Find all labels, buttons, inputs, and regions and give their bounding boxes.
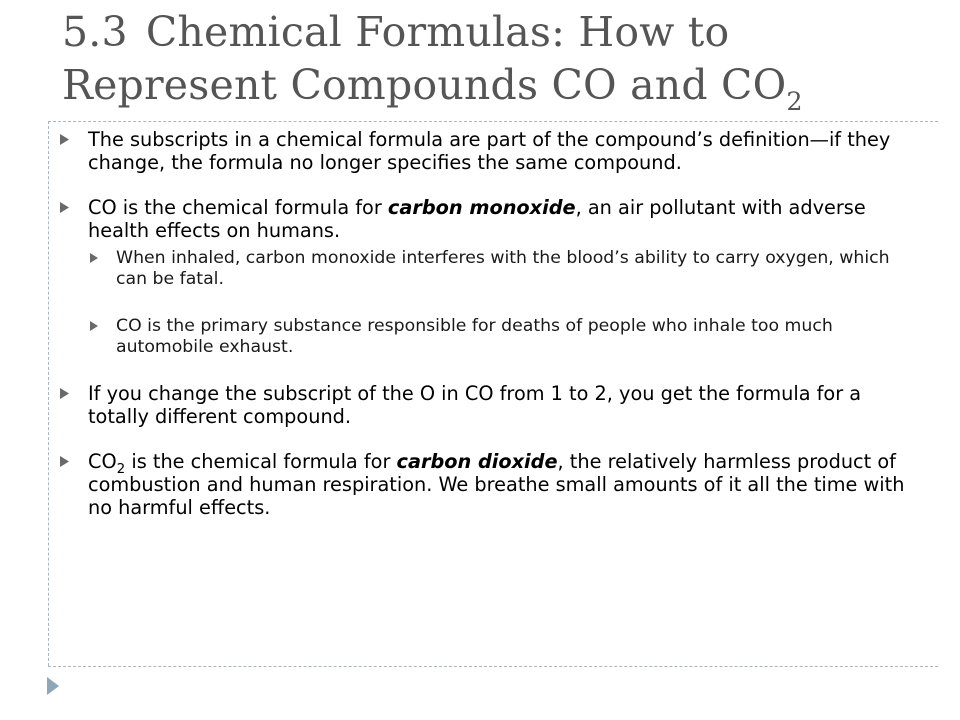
bullet-text-after: , the relatively harmless product of combustion and human respiration. We breathe small amounts of it all the time with no harmful effects. [88, 450, 905, 519]
left-divider [48, 121, 49, 666]
top-divider [48, 121, 938, 122]
title-line-2 [62, 59, 932, 116]
bullet-item [58, 382, 918, 428]
triangle-right-icon [90, 253, 98, 263]
bullet-text-before: is the chemical formula for [125, 450, 397, 473]
triangle-right-icon [60, 202, 69, 213]
section-number: 5.3 [62, 8, 128, 56]
triangle-right-icon [60, 134, 69, 145]
triangle-right-icon [46, 676, 60, 696]
bullet-text-before: CO is the chemical formula for [88, 196, 388, 219]
sub-bullet-item [88, 248, 918, 290]
sub-bullet-text: CO is the primary substance responsible for deaths of people who inhale too much automobile exhaust. [116, 316, 833, 357]
bottom-divider [48, 666, 938, 667]
bullet-text: If you change the subscript of the O in CO from 1 to 2, you get the formula for a totally different compound. [88, 382, 862, 428]
slide-title [62, 6, 932, 116]
bullet-item [58, 450, 918, 519]
sub-bullet-text: When inhaled, carbon monoxide interferes with the blood’s ability to carry oxygen, which can be fatal. [116, 248, 890, 289]
title-text-1: Chemical Formulas: How to [145, 8, 730, 56]
formula-subscript: 2 [116, 460, 126, 477]
triangle-right-icon [60, 456, 69, 467]
sub-bullet-item [88, 316, 918, 358]
bullet-emphasis: carbon dioxide [396, 450, 558, 473]
bullet-text-after: , an air pollutant with adverse health effects on humans. [88, 196, 866, 242]
bullet-item [58, 128, 918, 174]
bullet-emphasis: carbon monoxide [387, 196, 576, 219]
slide-body [58, 128, 918, 519]
title-text-2: Represent Compounds CO and CO [62, 61, 787, 109]
title-line-1 [62, 6, 932, 59]
title-subscript: 2 [786, 85, 803, 116]
triangle-right-icon [90, 321, 98, 331]
triangle-right-icon [60, 388, 69, 399]
bullet-item [58, 196, 918, 242]
formula-base: CO [88, 450, 117, 473]
bullet-text: The subscripts in a chemical formula are part of the compound’s definition—if they change, the formula no longer specifies the same compound. [88, 128, 891, 174]
